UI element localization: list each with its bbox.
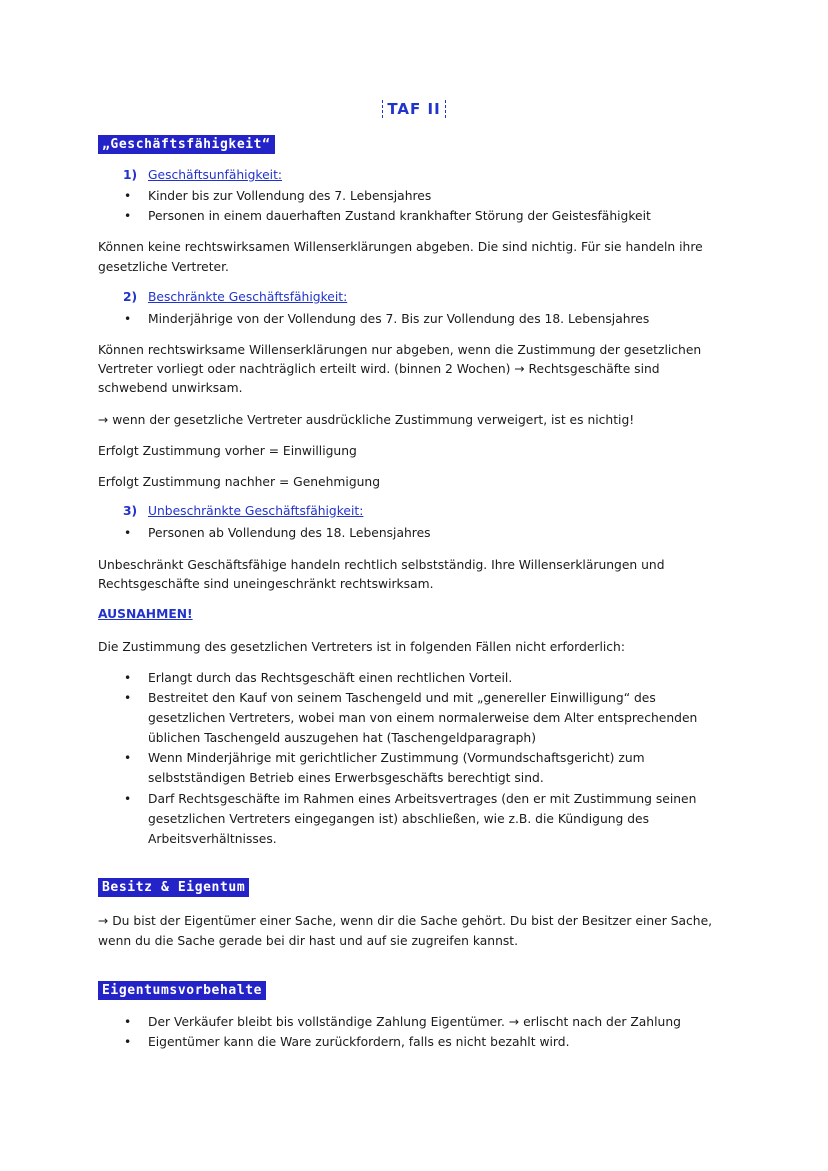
list-item-line: Bestreitet den Kauf von seinem Taschengeld und mit „genereller Einwilligung“ des [148,691,656,705]
list-item: Kinder bis zur Vollendung des 7. Lebensjahres [148,189,432,203]
exceptions-label: AUSNAHMEN! [98,607,193,621]
section-heading-besitz-eigentum: Besitz & Eigentum [98,878,249,897]
list-item: Eigentümer kann die Ware zurückfordern, falls es nicht bezahlt wird. [148,1035,570,1049]
page-title [0,100,828,118]
paragraph-line: gesetzliche Vertreter. [98,260,229,274]
list-item-line: üblichen Taschengeld auszugehen hat (Taschengeldparagraph) [148,731,537,745]
list-number-3: 3) [123,504,138,518]
subheading-unbeschraenkte-geschaeftsfaehigkeit: Unbeschränkte Geschäftsfähigkeit: [148,504,364,518]
list-item-line: selbstständigen Betrieb eines Erwerbsgeschäfts berechtigt sind. [148,771,544,785]
subheading-geschaeftsunfaehigkeit: Geschäftsunfähigkeit: [148,168,283,182]
bullet-icon: • [124,691,132,705]
paragraph-line: schwebend unwirksam. [98,381,243,395]
list-item: Personen in einem dauerhaften Zustand krankhafter Störung der Geistesfähigkeit [148,209,651,223]
paragraph-line: Vertreter vorliegt oder nachträglich erteilt wird. (binnen 2 Wochen) → Rechtsgeschäfte sind [98,362,660,376]
exceptions-intro: Die Zustimmung des gesetzlichen Vertreters ist in folgenden Fällen nicht erforderlich: [98,640,625,654]
bullet-icon: • [124,1035,132,1049]
list-item: Der Verkäufer bleibt bis vollständige Zahlung Eigentümer. → erlischt nach der Zahlung [148,1015,681,1029]
paragraph-line: Können rechtswirksame Willenserklärungen nur abgeben, wenn die Zustimmung der gesetzlichen [98,343,702,357]
bullet-icon: • [124,751,132,765]
list-item-line: gesetzlichen Vertreters eingegangen ist) abschließen, wie z.B. die Kündigung des [148,812,650,826]
subheading-beschraenkte-geschaeftsfaehigkeit: Beschränkte Geschäftsfähigkeit: [148,290,348,304]
page-title-text: TAF II [382,100,445,118]
list-number-2: 2) [123,290,138,304]
note-line: → wenn der gesetzliche Vertreter ausdrückliche Zustimmung verweigert, ist es nichtig! [98,413,635,427]
paragraph-line: Rechtsgeschäfte sind uneingeschränkt rechtswirksam. [98,577,434,591]
bullet-icon: • [124,209,132,223]
paragraph-line: Können keine rechtswirksamen Willenserklärungen abgeben. Die sind nichtig. Für sie handeln ihre [98,240,703,254]
list-item-line: Darf Rechtsgeschäfte im Rahmen eines Arbeitsvertrages (den er mit Zustimmung seinen [148,792,697,806]
paragraph-line: wenn du die Sache gerade bei dir hast und auf sie zugreifen kannst. [98,934,519,948]
bullet-icon: • [124,1015,132,1029]
bullet-icon: • [124,189,132,203]
consent-after-line: Erfolgt Zustimmung nachher = Genehmigung [98,475,381,489]
list-item: Erlangt durch das Rechtsgeschäft einen rechtlichen Vorteil. [148,671,513,685]
list-item-line: Arbeitsverhältnisses. [148,832,277,846]
section-heading-geschaeftsfaehigkeit: „Geschäftsfähigkeit“ [98,135,275,154]
list-item: Minderjährige von der Vollendung des 7. Bis zur Vollendung des 18. Lebensjahres [148,312,650,326]
list-item: Personen ab Vollendung des 18. Lebensjahres [148,526,431,540]
bullet-icon: • [124,526,132,540]
list-item-line: gesetzlichen Vertreters, wobei man von einem normalerweise dem Alter entsprechenden [148,711,698,725]
paragraph-line: → Du bist der Eigentümer einer Sache, wenn dir die Sache gehört. Du bist der Besitzer einer Sache, [98,914,713,928]
consent-before-line: Erfolgt Zustimmung vorher = Einwilligung [98,444,357,458]
list-number-1: 1) [123,168,138,182]
list-item-line: Wenn Minderjährige mit gerichtlicher Zustimmung (Vormundschaftsgericht) zum [148,751,645,765]
section-heading-eigentumsvorbehalte: Eigentumsvorbehalte [98,981,266,1000]
paragraph-line: Unbeschränkt Geschäftsfähige handeln rechtlich selbstständig. Ihre Willenserklärungen und [98,558,665,572]
bullet-icon: • [124,792,132,806]
bullet-icon: • [124,312,132,326]
bullet-icon: • [124,671,132,685]
